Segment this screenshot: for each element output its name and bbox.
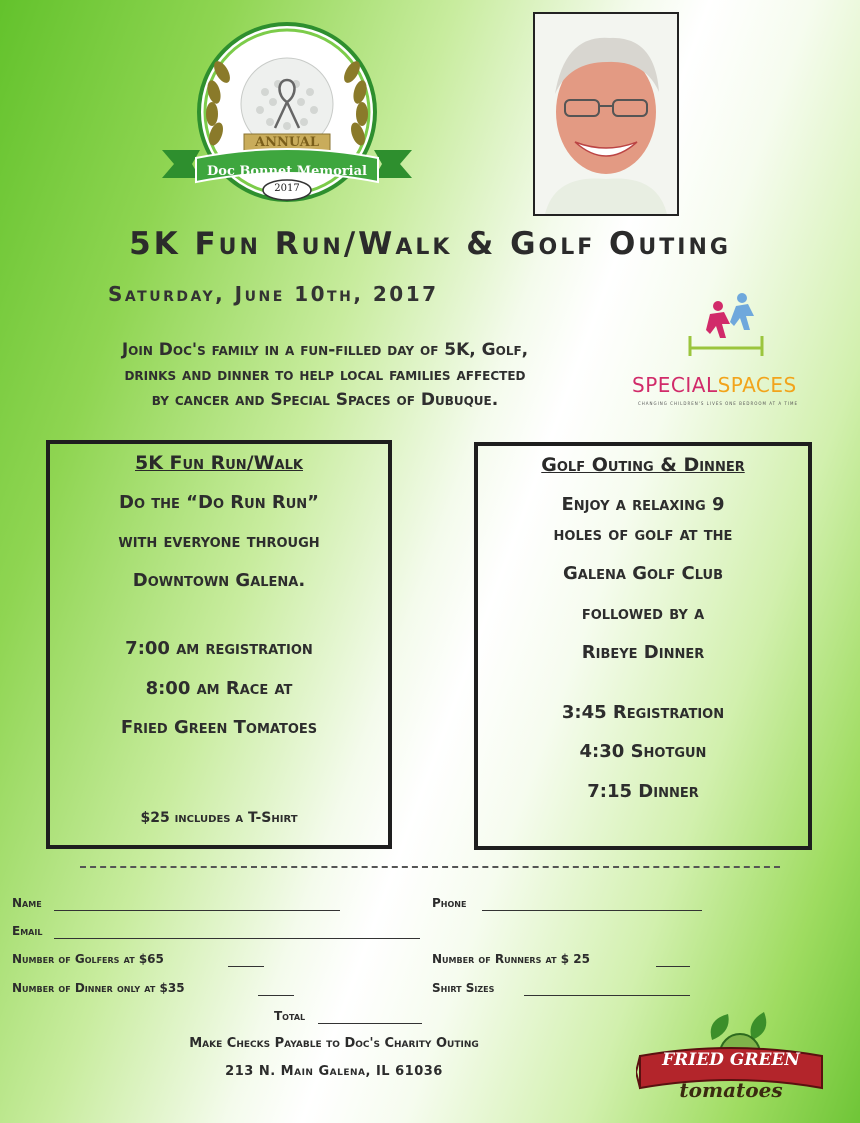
payment-instructions: Make Checks Payable to Doc's Charity Outing [189,1036,479,1051]
event-date: Saturday, June 10th, 2017 [108,282,439,306]
cut-line-divider [80,866,780,868]
portrait-image [535,14,677,214]
logo-banner-text: Doc Bonnet Memorial [207,164,367,179]
golf-line: Galena Golf Club [563,563,723,584]
fun-run-heading: 5K Fun Run/Walk [135,452,303,474]
dinner-only-count-field[interactable] [258,995,294,996]
golf-outing-box [474,442,812,850]
intro-line: Join Doc's family in a fun-filled day of 5K, Golf, [121,340,529,360]
golf-dinner-time: 7:15 Dinner [587,781,699,802]
fun-run-line: with everyone through [118,531,320,552]
golfers-count-field[interactable] [228,966,264,967]
logo-annual-text: ANNUAL [254,135,320,150]
fun-run-line: Do the “Do Run Run” [119,492,319,513]
special-word: SPECIAL [632,373,718,397]
phone-field[interactable] [482,910,702,911]
fgt-logo-line1: FRIED GREEN [662,1050,800,1070]
dinner-only-label: Number of Dinner only at $35 [12,981,185,995]
shirt-sizes-label: Shirt Sizes [432,981,495,995]
spaces-word: SPACES [717,373,797,397]
intro-line: drinks and dinner to help local families affected [124,365,526,385]
runners-count-field[interactable] [656,966,690,967]
runners-label: Number of Runners at $ 25 [432,952,590,966]
email-field[interactable] [54,938,420,939]
golf-registration-time: 3:45 Registration [561,702,725,723]
golf-line: Ribeye Dinner [581,642,705,663]
intro-line: by cancer and Special Spaces of Dubuque. [151,390,499,410]
golf-line: holes of golf at the [553,524,733,545]
doc-bonnet-photo [533,12,679,216]
fun-run-price: $25 includes a T-Shirt [140,810,298,826]
special-spaces-tagline: CHANGING CHILDREN'S LIVES ONE BEDROOM AT A TIME [638,401,798,406]
fun-run-line: Downtown Galena. [132,570,306,591]
golf-line: Enjoy a relaxing 9 [561,494,725,515]
golf-line: followed by a [581,603,705,624]
email-label: Email [12,924,43,938]
fun-run-race-time: 8:00 am Race at [145,678,293,699]
shirt-sizes-field[interactable] [524,995,690,996]
logo-year-text: 2017 [274,183,300,194]
special-spaces-wordmark [632,373,797,397]
name-field[interactable] [54,910,340,911]
golfers-label: Number of Golfers at $65 [12,952,164,966]
phone-label: Phone [432,896,467,910]
fun-run-box [46,440,392,849]
fun-run-registration-time: 7:00 am registration [125,638,313,659]
name-label: Name [12,896,42,910]
fun-run-location: Fried Green Tomatoes [120,717,318,738]
golf-shotgun-time: 4:30 Shotgun [579,741,707,762]
event-title: 5K Fun Run/Walk & Golf Outing [129,226,731,262]
mailing-address: 213 N. Main Galena, IL 61036 [225,1064,443,1079]
intro-text [22,338,628,413]
fgt-logo-line2: tomatoes [679,1078,783,1102]
total-label: Total [274,1009,306,1023]
golf-outing-heading: Golf Outing & Dinner [541,454,745,476]
total-field[interactable] [318,1023,422,1024]
